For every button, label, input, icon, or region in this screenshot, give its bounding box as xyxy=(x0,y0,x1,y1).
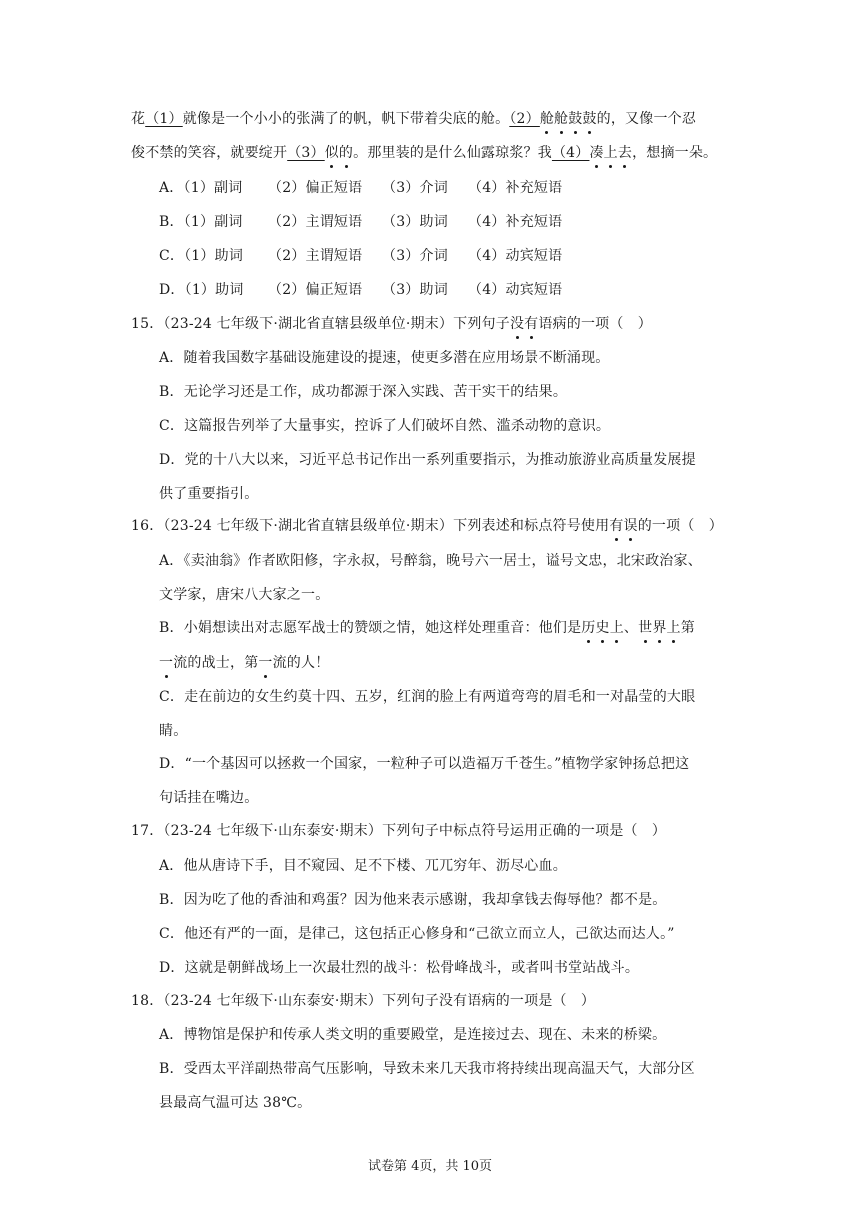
passage-line-1 xyxy=(131,109,696,129)
q16-option-d-cont: 句话挂在嘴边。 xyxy=(159,790,259,806)
q15-stem xyxy=(131,314,652,334)
option-part: （2）偏正短语 xyxy=(268,180,363,196)
q18-option-b: B．受西太平洋副热带高气压影响，导致未来几天我市将持续出现高温天气，大部分区 xyxy=(159,1061,695,1077)
q15-option-b: B．无论学习还是工作，成功都源于深入实践、苦干实干的结果。 xyxy=(159,384,568,400)
emphasis-char: 凑 xyxy=(589,145,604,161)
emphasis-char: 史 xyxy=(595,620,610,636)
emphasis-char: 的 xyxy=(338,145,354,161)
q18-option-a: A．博物馆是保护和传承人类文明的重要殿堂，是连接过去、现在、未来的桥梁。 xyxy=(159,1027,667,1043)
emphasis-char: 世 xyxy=(638,620,653,636)
option-part: （4）补充短语 xyxy=(468,180,563,196)
emphasis-char: 似 xyxy=(324,145,339,161)
stem-text: 15．（23-24 七年级下·湖北省直辖县级单位·期末）下列句子 xyxy=(131,316,510,332)
option-part: B．（1）副词 xyxy=(159,214,243,230)
emphasis-char: 历 xyxy=(581,620,596,636)
blank-3: （3） xyxy=(287,145,325,161)
q17-option-d: D．这就是朝鲜战场上一次最壮烈的战斗：松骨峰战斗，或者叫书堂站战斗。 xyxy=(159,960,640,976)
option-part: （3）助词 xyxy=(382,282,448,298)
passage-text: 花 xyxy=(131,111,146,127)
option-part: （2）主谓短语 xyxy=(268,214,363,230)
q15-option-d-cont: 供了重要指引。 xyxy=(159,486,259,502)
q15-option-d: D．党的十八大以来，习近平总书记作出一系列重要指示，为推动旅游业高质量发展提 xyxy=(159,452,696,468)
stem-text: 的一项（ ） xyxy=(637,518,723,534)
emphasis-char: 有 xyxy=(609,518,624,534)
q16-stem xyxy=(131,516,723,536)
q16-option-a: A．《卖油翁》作者欧阳修，字永叔，号醉翁，晚号六一居士，谥号文忠，北宋政治家、 xyxy=(159,553,702,569)
page-footer: 试卷第 4页，共 10页 xyxy=(367,1159,493,1174)
passage-text: 的，又像一个忍 xyxy=(596,111,697,127)
option-text: 第 xyxy=(680,620,695,636)
emphasis-char: 上 xyxy=(609,620,624,636)
emphasis-char: 鼓 xyxy=(582,111,597,127)
option-text: 第 xyxy=(244,655,259,671)
emphasis-char: 去 xyxy=(617,145,633,161)
q16-option-c-cont: 睛。 xyxy=(159,723,188,739)
stem-text: 语病的一项（ ） xyxy=(538,316,652,332)
option-part: （2）偏正短语 xyxy=(268,282,363,298)
passage-text: 。那里装的是什么仙露琼浆？我 xyxy=(353,145,552,161)
q16-option-b xyxy=(159,618,695,638)
q17-option-a: A．他从唐诗下手，目不窥园、足不下楼、兀兀穷年、沥尽心血。 xyxy=(159,858,567,874)
passage-text: ，想摘一朵。 xyxy=(632,145,718,161)
emphasis-char: 上 xyxy=(666,620,681,636)
option-text: 、 xyxy=(623,620,639,636)
option-text: 流的战士， xyxy=(173,655,245,671)
q16-option-b-cont xyxy=(159,653,329,673)
passage-text: 俊不禁的笑容，就要绽开 xyxy=(131,145,288,161)
q15-option-a: A．随着我国数字基础设施建设的提速，使更多潜在应用场景不断涌现。 xyxy=(159,350,610,366)
blank-4: （4） xyxy=(551,145,590,161)
emphasis-char: 舱 xyxy=(539,111,555,127)
option-text: B．小娟想读出对志愿军战士的赞颂之情，她这样处理重音：他们是 xyxy=(159,620,582,636)
option-part: （3）介词 xyxy=(382,248,448,264)
option-part: C．（1）助词 xyxy=(159,248,244,264)
option-part: （2）主谓短语 xyxy=(268,248,363,264)
option-part: （3）助词 xyxy=(382,214,448,230)
option-part: （3）介词 xyxy=(382,180,448,196)
emphasis-char: 鼓 xyxy=(568,111,583,127)
q17-option-c: C．他还有严的一面，是律己，这包括正心修身和“己欲立而立人，己欲达而达人。” xyxy=(159,926,675,942)
blank-1: （1） xyxy=(145,111,183,127)
stem-text: 16．（23-24 七年级下·湖北省直辖县级单位·期末）下列表述和标点符号使用 xyxy=(131,518,610,534)
emphasis-char: 有 xyxy=(524,316,539,332)
q18-stem: 18．（23-24 七年级下·山东泰安·期末）下列句子没有语病的一项是（ ） xyxy=(131,993,596,1009)
q16-option-a-cont: 文学家，唐宋八大家之一。 xyxy=(159,587,330,603)
q14-option-c xyxy=(159,246,562,266)
q18-option-b-cont: 县最高气温可达 38℃。 xyxy=(159,1095,312,1111)
emphasis-char: 一 xyxy=(159,655,174,671)
emphasis-char: 界 xyxy=(652,620,667,636)
emphasis-char: 没 xyxy=(509,316,525,332)
q14-option-b xyxy=(159,212,562,232)
emphasis-char: 舱 xyxy=(554,111,569,127)
option-part: （4）动宾短语 xyxy=(468,282,563,298)
blank-2: （2） xyxy=(509,111,540,127)
q15-option-c: C．这篇报告列举了大量事实，控诉了人们破坏自然、滥杀动物的意识。 xyxy=(159,418,611,434)
q17-option-b: B．因为吃了他的香油和鸡蛋？因为他来表示感谢，我却拿钱去侮辱他？都不是。 xyxy=(159,892,667,908)
q16-option-c: C．走在前边的女生约莫十四、五岁，红润的脸上有两道弯弯的眉毛和一对晶莹的大眼 xyxy=(159,689,696,705)
q17-stem: 17．（23-24 七年级下·山东泰安·期末）下列句子中标点符号运用正确的一项是（ ） xyxy=(131,823,667,839)
option-part: （4）动宾短语 xyxy=(468,248,563,264)
q14-option-a xyxy=(159,178,562,198)
emphasis-char: 上 xyxy=(603,145,618,161)
option-part: （4）补充短语 xyxy=(468,214,563,230)
option-part: D．（1）助词 xyxy=(159,282,244,298)
passage-line-2 xyxy=(131,143,717,163)
emphasis-char: 误 xyxy=(623,518,638,534)
passage-text: 就像是一个小小的张满了的帆，帆下带着尖底的舱。 xyxy=(182,111,510,127)
option-part: A．（1）副词 xyxy=(159,180,243,196)
q14-option-d xyxy=(159,280,562,300)
q16-option-d: D．“一个基因可以拯救一个国家，一粒种子可以造福万千苍生。”植物学家钟扬总把这 xyxy=(159,756,690,772)
emphasis-char: 一 xyxy=(258,655,273,671)
option-text: 流的人！ xyxy=(272,655,330,671)
